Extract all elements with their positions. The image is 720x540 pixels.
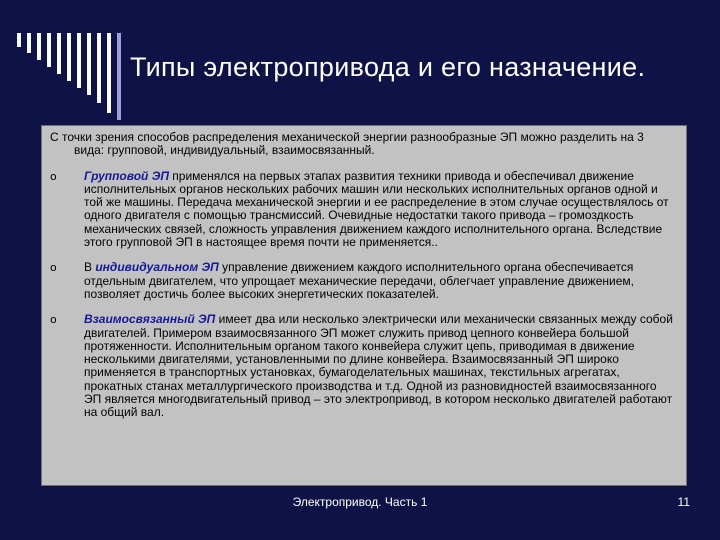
item-term: индивидуальном ЭП: [95, 260, 219, 275]
slide-title: Типы электропривода и его назначение.: [130, 52, 646, 82]
list-item-group-drive: [50, 170, 676, 250]
intro-paragraph: С точки зрения способов распределения механической энергии разнообразные ЭП можно разделить на 3 вида: групповой, индивидуальный, взаимосвязанный.: [50, 130, 644, 158]
list-item-interconnected-drive: [50, 313, 676, 419]
item-description: имеет два или несколько электрически или механически связанных между собой двигателей. Примером взаимосвязанного ЭП может служить привод цепного конвейера большой протяженности. Исполнительным органом такого конвейера служит цепь, приводимая в движение несколькими двигателями, установленными по длине конвейера. Взаимосвязанный ЭП широко применяется в транспортных установках, бумагоделательных машинах, текстильных агрегатах, прокатных станах металлургического производства и т.д. Одной из разновидностей взаимосвязанного ЭП является многодвигательный привод – это электропривод, в котором несколько двигателей работают на общий вал.: [84, 312, 673, 420]
item-prefix: В: [84, 260, 96, 275]
square-bullet-icon: o: [50, 313, 57, 327]
item-description: применялся на первых этапах развития техники привода и обеспечивал движение исполнительных органов нескольких рабочих машин или нескольких исполнительных органов одной и той же машины. Передача механической энергии и ее распределение в этом случае осуществлялось от одного двигателя с помощью трансмиссий. Очевидные недостатки такого привода – громоздкость механических связей, сложность управления движением каждого исполнительного органа. Вследствие этого групповой ЭП в настоящее время почти не применяется..: [84, 168, 669, 250]
decorative-bars: [0, 0, 130, 120]
item-text: [84, 313, 676, 419]
page-number: 11: [677, 495, 690, 509]
square-bullet-icon: o: [50, 169, 57, 183]
item-text: [84, 261, 676, 301]
item-description: управление движением каждого исполнительного органа обеспечивается отдельным двигателем, что упрощает механические передачи, облегчает управление движением, позволяет достичь более высоких энергетических показателей.: [84, 260, 634, 301]
footer-caption: Электропривод. Часть 1: [292, 495, 428, 509]
item-term: Групповой ЭП: [84, 168, 169, 183]
item-text: [84, 170, 676, 250]
list-item-individual-drive: [50, 261, 676, 301]
content-box: [41, 125, 687, 486]
square-bullet-icon: o: [50, 261, 57, 275]
item-term: Взаимосвязанный ЭП: [84, 312, 216, 327]
